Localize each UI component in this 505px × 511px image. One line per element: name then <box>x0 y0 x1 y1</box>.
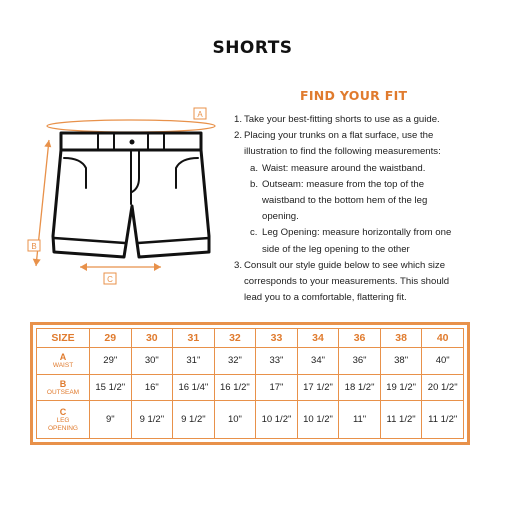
table-cell: 15 1/2" <box>90 374 132 401</box>
size-chart-table <box>30 322 470 445</box>
table-cell: 9" <box>90 401 132 439</box>
size-header: SIZE <box>37 329 90 348</box>
table-cell: 19 1/2" <box>380 374 422 401</box>
row-label: C LEG OPENING <box>37 401 90 439</box>
table-cell: 11 1/2" <box>422 401 464 439</box>
label-c-box <box>104 273 116 284</box>
table-cell: 32" <box>214 347 256 374</box>
size-col: 40 <box>422 329 464 348</box>
row-label: A WAIST <box>37 347 90 374</box>
button-icon <box>130 140 135 145</box>
step-b-cont1: waistband to the bottom hem of the leg <box>262 195 428 207</box>
table-cell: 30" <box>131 347 173 374</box>
step-b-cont2: opening. <box>262 211 299 223</box>
step-2: 2. Placing your trunks on a flat surface, use the <box>234 130 434 142</box>
row-label: B OUTSEAM <box>37 374 90 401</box>
table-cell: 33" <box>256 347 298 374</box>
find-your-fit-heading: FIND YOUR FIT <box>300 88 408 103</box>
table-cell: 29" <box>90 347 132 374</box>
instructions-list <box>234 112 496 306</box>
table-cell: 17" <box>256 374 298 401</box>
shorts-diagram <box>26 106 226 294</box>
table-cell: 40" <box>422 347 464 374</box>
step-1: 1. Take your best-fitting shorts to use as a guide. <box>234 114 440 125</box>
table-row-leg-opening <box>37 401 464 439</box>
table-cell: 34" <box>297 347 339 374</box>
table-cell: 16" <box>131 374 173 401</box>
step-3-cont2: lead you to a comfortable, flattering fit. <box>244 292 407 304</box>
size-col: 34 <box>297 329 339 348</box>
table-cell: 16 1/4" <box>173 374 215 401</box>
waist-measure-ellipse <box>47 120 215 132</box>
table-cell: 9 1/2" <box>131 401 173 439</box>
table-cell: 36" <box>339 347 381 374</box>
table-cell: 20 1/2" <box>422 374 464 401</box>
step-3: 3. Consult our style guide below to see which size <box>234 259 446 271</box>
size-col: 32 <box>214 329 256 348</box>
step-3-cont1: corresponds to your measurements. This should <box>244 276 450 288</box>
size-col: 31 <box>173 329 215 348</box>
label-a: A <box>197 110 203 119</box>
label-a-box <box>194 108 206 119</box>
size-col: 30 <box>131 329 173 348</box>
table-cell: 11" <box>339 401 381 439</box>
table-cell: 10" <box>214 401 256 439</box>
size-col: 38 <box>380 329 422 348</box>
label-c: C <box>107 275 113 284</box>
table-cell: 18 1/2" <box>339 374 381 401</box>
label-b: B <box>31 242 37 251</box>
table-cell: 38" <box>380 347 422 374</box>
size-col: 29 <box>90 329 132 348</box>
size-col: 33 <box>256 329 298 348</box>
step-a: a. Waist: measure around the waistband. <box>250 162 426 174</box>
table-cell: 17 1/2" <box>297 374 339 401</box>
table-cell: 10 1/2" <box>256 401 298 439</box>
label-b-box <box>28 240 40 251</box>
size-col: 36 <box>339 329 381 348</box>
step-b: b. Outseam: measure from the top of the <box>250 178 425 190</box>
step-2-cont: illustration to find the following measurements: <box>244 146 441 158</box>
table-cell: 11 1/2" <box>380 401 422 439</box>
step-c: c. Leg Opening: measure horizontally from one <box>250 227 452 239</box>
table-cell: 10 1/2" <box>297 401 339 439</box>
table-cell: 9 1/2" <box>173 401 215 439</box>
table-header-row <box>37 329 464 348</box>
shorts-outline <box>53 133 209 257</box>
step-c-cont: side of the leg opening to the other <box>262 243 410 255</box>
table-cell: 31" <box>173 347 215 374</box>
table-cell: 16 1/2" <box>214 374 256 401</box>
table-row-outseam <box>37 374 464 401</box>
table-row-waist <box>37 347 464 374</box>
page-title: SHORTS <box>212 38 293 58</box>
